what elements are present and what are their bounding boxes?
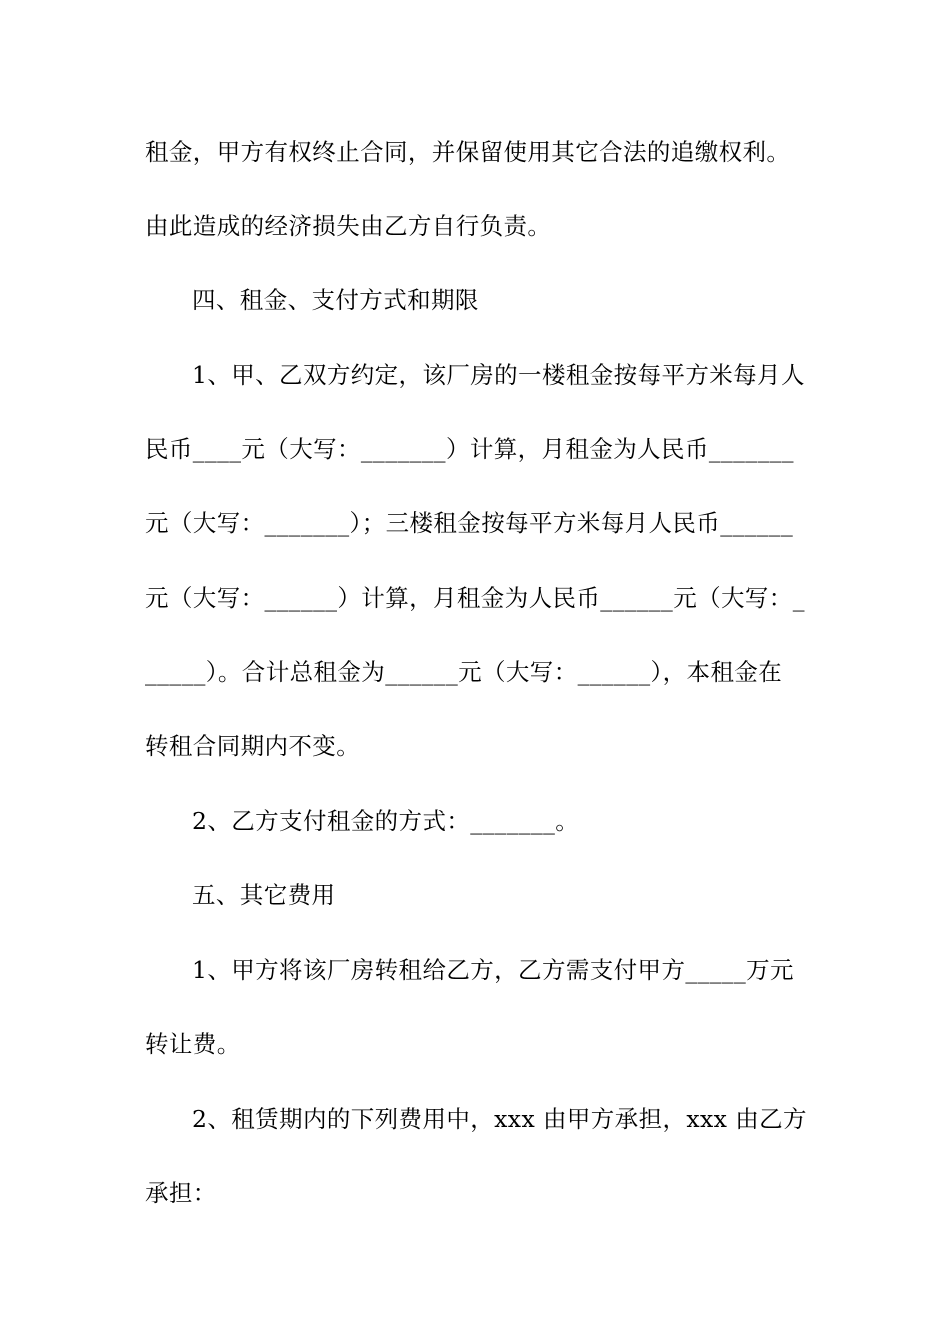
paragraph-line: 承担：	[145, 1179, 217, 1207]
paragraph-line: 租金，甲方有权终止合同，并保留使用其它合法的追缴权利。	[145, 138, 791, 166]
paragraph-line: _____）。合计总租金为______元（大写：______），本租金在	[145, 658, 783, 686]
paragraph-line: 2、乙方支付租金的方式：_______。	[192, 807, 580, 835]
paragraph-line: 1、甲方将该厂房转租给乙方，乙方需支付甲方_____万元	[192, 956, 794, 984]
paragraph-line: 转租合同期内不变。	[145, 732, 361, 760]
paragraph-line: 元（大写：______）计算，月租金为人民币______元（大写：_	[145, 584, 805, 612]
section-heading: 四、租金、支付方式和期限	[192, 286, 479, 314]
paragraph-line: 元（大写：_______）；三楼租金按每平方米每月人民币______	[145, 509, 794, 537]
section-heading: 五、其它费用	[192, 881, 336, 909]
paragraph-line: 转让费。	[145, 1030, 241, 1058]
paragraph-line: 2、租赁期内的下列费用中，xxx 由甲方承担，xxx 由乙方	[192, 1105, 807, 1133]
paragraph-line: 1、甲、乙双方约定，该厂房的一楼租金按每平方米每月人	[192, 361, 805, 389]
paragraph-line: 由此造成的经济损失由乙方自行负责。	[145, 212, 552, 240]
paragraph-line: 民币____元（大写：_______）计算，月租金为人民币_______	[145, 435, 794, 463]
